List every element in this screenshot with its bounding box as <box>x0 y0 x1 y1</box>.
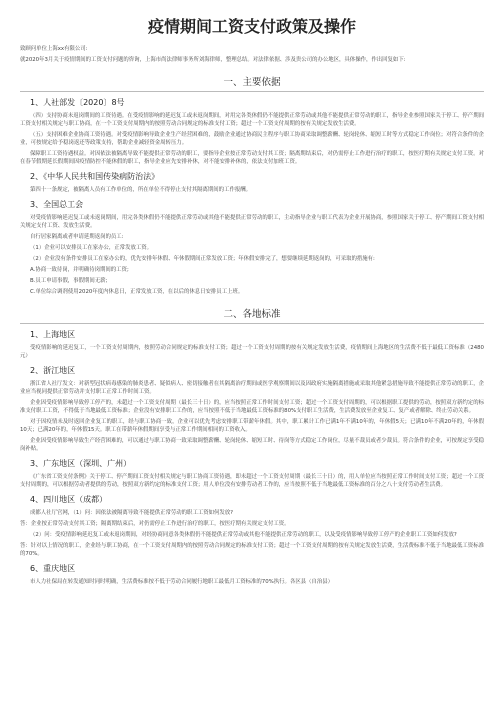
intro-text: 就2020年3月关于疫情期间的工资支付问题的咨询，上海市尚法律师事务所刘海律师，整理总结。对法律依据、涉及贵公司的办公地区，具体操作，作出回复如下: <box>20 57 406 63</box>
section-divider <box>20 323 484 324</box>
paragraph: 企业因受疫情影响导致停工停产的，未超过一个工资支付周期（最长三十日）的，应当按照正常工作时间支付工资；超过一个工资支付周期的，可以根据职工提供的劳动，按照双方新约定的标准支付职工工资，不得低于当地最低工资标准；企业没有安排职工工作的，应当按照不低于当地最低工资标准的80%支付职工生活费，生活费发放至企业复工、复产或者解除、终止劳动关系。 <box>20 400 484 414</box>
section-heading-main-basis: 一、主要依据 <box>223 77 281 88</box>
section-divider <box>20 91 484 92</box>
page-title: 疫情期间工资支付政策及操作 <box>147 17 356 36</box>
paragraph: （2）问：受疫情影响延迟复工或未返岗期间，对经协商同意各类休假仍不能提供正常劳动或其他不能提供正常劳动的职工，以及受疫情影响导致停工停产的企业职工工资如何发放? <box>30 532 457 538</box>
paragraph: 成都人社厅官网，（1）问：因依法被隔离导致不能提供正常劳动的职工工资如何发放? <box>30 510 234 516</box>
paragraph: （四）支持协商未返岗期间的工资待遇。在受疫情影响的延迟复工或未返岗期间，对用完各类休假仍不能提供正常劳动或其他不能提供正常劳动的职工，指导企业参照国家关于停工、停产期间工资支付相关规定与职工协商，在一个工资支付周期内的按照劳动合同规定的标准支付工资；超过一个工资支付周期的按有关规定发放生活费。 <box>20 113 484 127</box>
paragraph: 受疫情影响的延迟复工，一个工资支付周期内，按照劳动合同规定的标准支付工资；超过一个工资支付周期的按有关规定发放生活费，疫情期间上海地区的生活费不低于最低工资标准（2480元） <box>20 345 484 359</box>
paragraph: 答：针对以上情况的职工，企业经与职工协商，在一个工资支付周期内的按照劳动合同规定的标准支付工资；超过一个工资支付周期的按有关规定发放生活费，生活费标准不低于当地最低工资标准的70%。 <box>20 543 484 557</box>
subheading-shanghai: 1、上海地区 <box>30 330 76 339</box>
paragraph: 答：企业按正常劳动支付其工资；隔离期结束后，对仍需停止工作进行治疗的职工，按医疗期有关规定支付工资。 <box>20 521 290 527</box>
list-item: C.单位综合调剂使用2020年度内休息日，正常发放工资，在以后的休息日安排员工上班。 <box>30 289 244 295</box>
subheading-guangdong: 3、广东地区（深圳、广州） <box>30 459 132 468</box>
paragraph: 《广东省工资支付条例》关于停工、停产期间工资支付相关规定与职工协商工资待遇，即未超过一个工资支付周期（最长三十日）的，用人单位应当按照正常工作时间支付工资；超过一个工资支付周期的，可以根据劳动者提供的劳动，按照双方新约定的标准支付工资；用人单位没有安排劳动者工作的，应当按照不低于当地最低工资标准的百分之八十支付劳动者生活费。 <box>20 474 484 488</box>
section-heading-regional-standards: 二、各地标准 <box>223 309 281 320</box>
list-item: B.员工申请事假，事假期间无薪; <box>30 278 108 284</box>
list-item: （2）企业没有条件安排员工在家办公的，优先安排年休假、年休假期间正常发放工资；年休假安排完了，想要继续延期返岗的，可采取的措施有: <box>30 256 375 262</box>
subheading-acftu: 3、全国总工会 <box>30 200 84 209</box>
paragraph: 对于因疫情未及时返回企业复工的职工，经与职工协商一致，企业可以优先考虑安排职工带薪年休假。其中，职工累计工作已满1年不满10年的，年休假5天；已满10年不满20年的，年休假10天；已满20年的，年休假15天。职工在带薪年休假期间享受与正常工作期间相同的工资收入。 <box>20 419 484 433</box>
paragraph: 保障职工工资待遇权益。对因依法被隔离导致不能提供正常劳动的职工，要指导企业按正常劳动支付其工资；隔离期结束后，对仍需停止工作进行治疗的职工，按医疗期有关规定支付工资。对在春节假期延长假期间因疫情防控不能休假的职工，指导企业应先安排补休，对不能安排补休的，依法支付加班工资。 <box>20 151 484 165</box>
list-item: （1）企业可以安排员工在家办公，正常发放工资。 <box>30 245 153 251</box>
subheading-zhejiang: 2、浙江地区 <box>30 366 76 375</box>
subheading-mohrss: 1、人社部发〔2020〕8号 <box>30 98 125 107</box>
paragraph: 自行居家隔离或者申请延期返岗的员工: <box>30 234 124 240</box>
subheading-sichuan: 4、四川地区（成都） <box>30 495 108 504</box>
paragraph: 企业因受疫情影响导致生产经营困难的，可以通过与职工协商一致采取调整薪酬、轮岗轮休、缩短工时、待岗等方式稳定工作岗位，尽量不裁员或者少裁员。符合条件的企业，可按规定享受稳岗补贴。 <box>20 438 484 452</box>
paragraph: （五）支持困难企业协商工资待遇。对受疫情影响导致企业生产经营困难的，鼓励企业通过协商民主程序与职工协商采取调整薪酬、轮岗轮休、缩短工时等方式稳定工作岗位；对符合条件的企业，可按规定给予稳岗返还等政策支持，帮助企业减轻资金周转压力。 <box>20 132 484 146</box>
paragraph: 浙江省人社厅发文：对新型冠状病毒感染的肺炎患者、疑似病人、密切接触者在其隔离治疗期间或医学观察期间以及因政府实施隔离措施或采取其他紧急措施导致不能提供正常劳动的职工，企业应当视同提供正常劳动并支付职工正常工作时间工资。 <box>20 381 484 395</box>
paragraph: 第四十一条规定，被隔离人员有工作单位的，所在单位不得停止支付其隔离期间的工作报酬。 <box>30 187 252 193</box>
paragraph: 对受疫情影响延迟复工或未返岗期间，用完各类休假仍不能提供正常劳动或其他不能提供正常劳动的职工，主动指导企业与职工代表为企业开展协商，参照国家关于停工、停产期间工资支付相关规定支付工资、发放生活费。 <box>20 215 484 229</box>
intro-greeting: 致顾问单位上海xx有限公司: <box>20 46 88 52</box>
subheading-infectious-disease-law: 2、《中华人民共和国传染病防治法》 <box>30 172 160 181</box>
paragraph: 市人力社保局在转发通知时同时明确，生活费标准按不低于劳动合同履行地职工最低月工资标准的70%执行。各区县（自治县） <box>30 579 334 585</box>
list-item: A.协商一致待岗，并明确待岗期间的工资; <box>30 267 129 273</box>
subheading-chongqing: 6、重庆地区 <box>30 564 76 573</box>
